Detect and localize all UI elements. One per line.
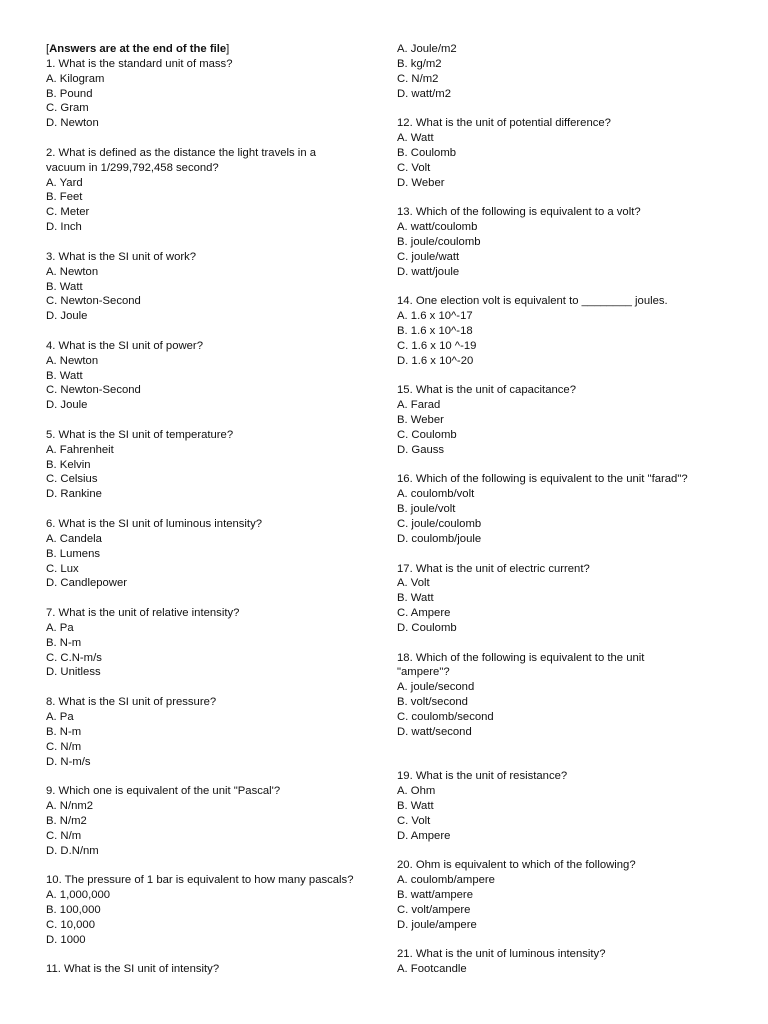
- question-16: 16. Which of the following is equivalent to the unit "farad"?: [397, 473, 688, 486]
- option-17a: A. Volt: [397, 577, 430, 590]
- option-1b: B. Pound: [46, 87, 93, 100]
- option-13d: D. watt/joule: [397, 265, 460, 278]
- option-16a: A. coulomb/volt: [397, 488, 475, 501]
- option-18d: D. watt/second: [397, 725, 472, 738]
- option-20b: B. watt/ampere: [397, 889, 473, 902]
- option-17c: C. Ampere: [397, 607, 451, 620]
- question-3: 3. What is the SI unit of work?: [46, 250, 197, 263]
- question-10: 10. The pressure of 1 bar is equivalent to how many pascals?: [46, 874, 354, 887]
- question-11: 11. What is the SI unit of intensity?: [46, 963, 220, 976]
- option-21a: A. Footcandle: [397, 963, 467, 976]
- option-5d: D. Rankine: [46, 488, 102, 501]
- option-9a: A. N/nm2: [46, 800, 94, 813]
- option-5a: A. Fahrenheit: [46, 443, 114, 456]
- option-2d: D. Inch: [46, 221, 82, 234]
- option-1c: C. Gram: [46, 102, 89, 115]
- option-3b: B. Watt: [46, 280, 83, 293]
- header-line: [46, 42, 376, 57]
- option-19a: A. Ohm: [397, 785, 436, 798]
- question-8: 8. What is the SI unit of pressure?: [46, 696, 217, 709]
- option-12a: A. Watt: [397, 132, 434, 145]
- option-7c: C. C.N-m/s: [46, 651, 102, 664]
- option-6c: C. Lux: [46, 562, 79, 575]
- question-12: 12. What is the unit of potential difference?: [397, 117, 611, 130]
- option-14d: D. 1.6 x 10^-20: [397, 354, 474, 367]
- option-2c: C. Meter: [46, 206, 90, 219]
- question-7: 7. What is the unit of relative intensity?: [46, 607, 240, 620]
- option-9b: B. N/m2: [46, 814, 87, 827]
- option-4b: B. Watt: [46, 369, 83, 382]
- option-4d: D. Joule: [46, 399, 88, 412]
- question-9: 9. Which one is equivalent of the unit "Pascal'?: [46, 785, 281, 798]
- option-15d: D. Gauss: [397, 443, 445, 456]
- option-14a: A. 1.6 x 10^-17: [397, 310, 473, 323]
- option-3d: D. Joule: [46, 310, 88, 323]
- option-17d: D. Coulomb: [397, 621, 457, 634]
- option-16d: D. coulomb/joule: [397, 532, 482, 545]
- question-2-cont: vacuum in 1/299,792,458 second?: [46, 161, 219, 174]
- option-5c: C. Celsius: [46, 473, 98, 486]
- option-17b: B. Watt: [397, 592, 434, 605]
- question-13: 13. Which of the following is equivalent to a volt?: [397, 206, 641, 219]
- question-2: 2. What is defined as the distance the light travels in a: [46, 146, 317, 159]
- option-15b: B. Weber: [397, 414, 444, 427]
- option-11a: A. Joule/m2: [397, 43, 457, 55]
- option-3a: A. Newton: [46, 265, 99, 278]
- question-6: 6. What is the SI unit of luminous intensity?: [46, 518, 263, 530]
- header-open-bracket: [: [46, 43, 50, 55]
- option-10d: D. 1000: [46, 933, 86, 946]
- option-16c: C. joule/coulomb: [397, 518, 482, 530]
- option-12b: B. Coulomb: [397, 146, 457, 159]
- option-7a: A. Pa: [46, 621, 74, 634]
- option-19b: B. Watt: [397, 800, 434, 813]
- option-18c: C. coulomb/second: [397, 710, 494, 723]
- question-4: 4. What is the SI unit of power?: [46, 339, 203, 352]
- option-10c: C. 10,000: [46, 918, 95, 931]
- option-10b: B. 100,000: [46, 903, 101, 916]
- option-18a: A. joule/second: [397, 681, 475, 694]
- option-9d: D. D.N/nm: [46, 844, 99, 857]
- option-5b: B. Kelvin: [46, 458, 91, 471]
- option-6b: B. Lumens: [46, 547, 101, 560]
- question-21: 21. What is the unit of luminous intensity?: [397, 948, 606, 961]
- option-8d: D. N-m/s: [46, 755, 91, 768]
- option-2a: A. Yard: [46, 176, 83, 189]
- option-20c: C. volt/ampere: [397, 903, 471, 916]
- option-12d: D. Weber: [397, 176, 445, 189]
- option-6d: D. Candlepower: [46, 577, 128, 590]
- option-11d: D. watt/m2: [397, 87, 451, 100]
- option-2b: B. Feet: [46, 191, 83, 204]
- option-8a: A. Pa: [46, 710, 74, 723]
- option-14b: B. 1.6 x 10^-18: [397, 325, 473, 338]
- question-14: 14. One election volt is equivalent to ________ joules.: [397, 295, 668, 308]
- option-7b: B. N-m: [46, 636, 82, 649]
- option-20d: D. joule/ampere: [397, 918, 477, 931]
- left-column: [46, 42, 376, 977]
- question-18: 18. Which of the following is equivalent to the unit: [397, 651, 645, 664]
- question-18-cont: "ampere"?: [397, 666, 450, 679]
- option-11b: B. kg/m2: [397, 57, 442, 70]
- option-18b: B. volt/second: [397, 696, 468, 709]
- question-20: 20. Ohm is equivalent to which of the following?: [397, 859, 636, 872]
- option-8c: C. N/m: [46, 740, 82, 753]
- option-19c: C. Volt: [397, 814, 431, 827]
- question-19: 19. What is the unit of resistance?: [397, 770, 568, 783]
- option-4a: A. Newton: [46, 354, 99, 367]
- option-7d: D. Unitless: [46, 666, 101, 679]
- question-15: 15. What is the unit of capacitance?: [397, 384, 576, 397]
- option-10a: A. 1,000,000: [46, 889, 111, 902]
- question-5: 5. What is the SI unit of temperature?: [46, 428, 234, 441]
- option-4c: C. Newton-Second: [46, 384, 141, 397]
- option-9c: C. N/m: [46, 829, 82, 842]
- option-19d: D. Ampere: [397, 829, 451, 842]
- option-20a: A. coulomb/ampere: [397, 874, 495, 887]
- option-3c: C. Newton-Second: [46, 295, 141, 308]
- header-note: Answers are at the end of the file: [49, 43, 227, 55]
- option-15c: C. Coulomb: [397, 428, 457, 441]
- option-13a: A. watt/coulomb: [397, 221, 478, 234]
- header-close-bracket: ]: [226, 43, 230, 55]
- question-1: 1. What is the standard unit of mass?: [46, 57, 233, 70]
- right-column: [397, 42, 727, 977]
- option-16b: B. joule/volt: [397, 503, 456, 516]
- option-14c: C. 1.6 x 10 ^-19: [397, 339, 477, 352]
- option-13b: B. joule/coulomb: [397, 235, 481, 248]
- option-6a: A. Candela: [46, 532, 102, 545]
- option-15a: A. Farad: [397, 399, 441, 412]
- option-1d: D. Newton: [46, 117, 99, 130]
- option-8b: B. N-m: [46, 725, 82, 738]
- question-17: 17. What is the unit of electric current?: [397, 562, 590, 575]
- option-12c: C. Volt: [397, 161, 431, 174]
- option-13c: C. joule/watt: [397, 250, 460, 263]
- option-11c: C. N/m2: [397, 72, 439, 85]
- option-1a: A. Kilogram: [46, 72, 105, 85]
